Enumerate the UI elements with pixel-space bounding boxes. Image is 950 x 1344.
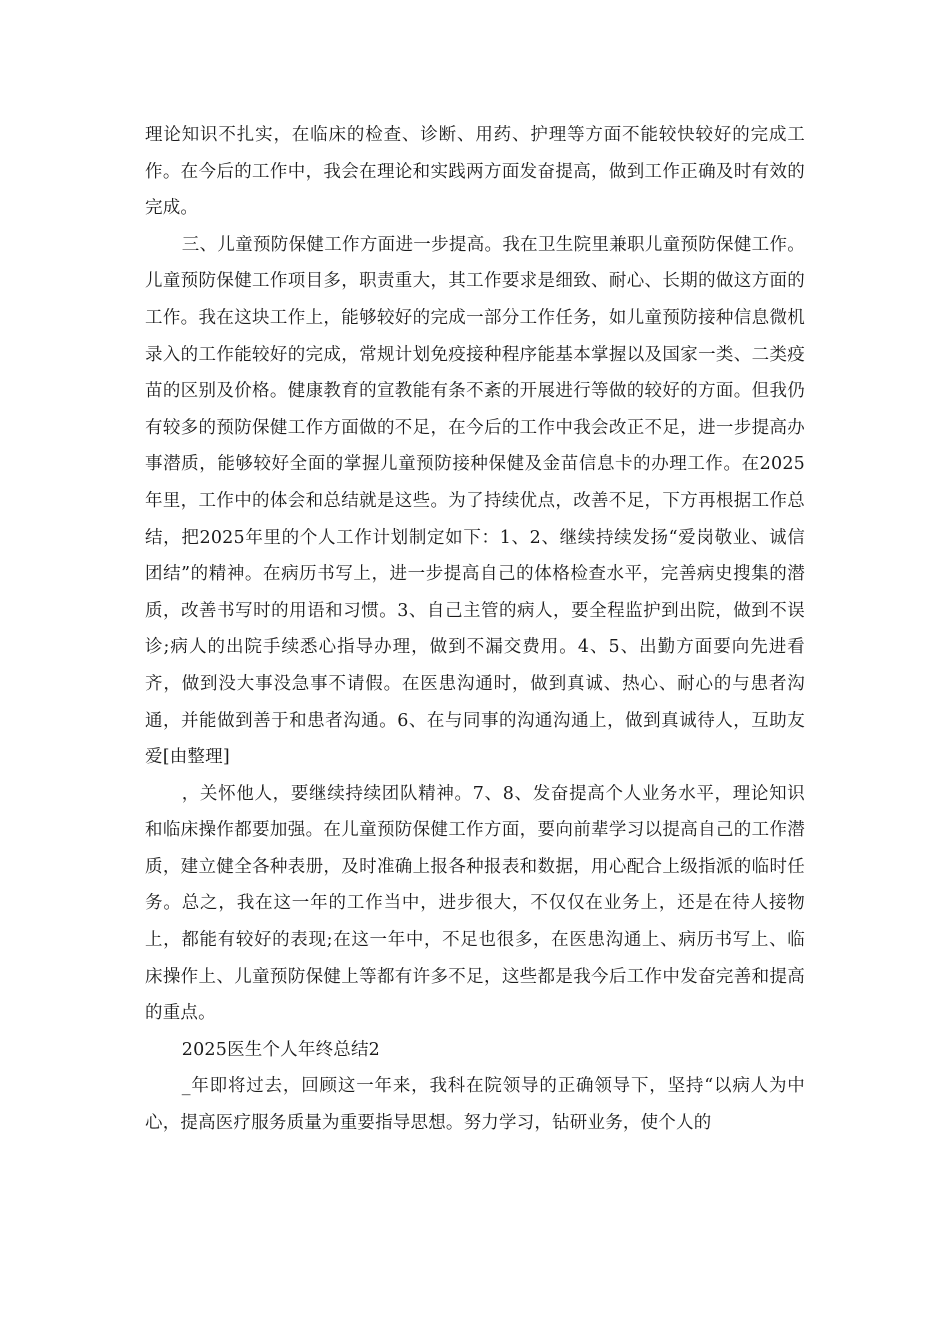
paragraph-child-healthcare: 三、儿童预防保健工作方面进一步提高。我在卫生院里兼职儿童预防保健工作。儿童预防保健工作项目多，职责重大，其工作要求是细致、耐心、长期的做这方面的工作。我在这块工作上，能够较好的完成一部分工作任务，如儿童预防接种信息微机录入的工作能较好的完成，常规计划免疫接种程序能基本掌握以及国家一类、二类疫苗的区别及价格。健康教育的宣教能有条不紊的开展进行等做的较好的方面。但我仍有较多的预防保健工作方面做的不足，在今后的工作中我会改正不足，进一步提高办事潜质，能够较好全面的掌握儿童预防接种保健及金苗信息卡的办理工作。在2025年里，工作中的体会和总结就是这些。为了持续优点，改善不足，下方再根据工作总结，把2025年里的个人工作计划制定如下：1、2、继续持续发扬“爱岗敬业、诚信团结”的精神。在病历书写上，进一步提高自己的体格检查水平，完善病史搜集的潜质，改善书写时的用语和习惯。3、自己主管的病人，要全程监护到出院，做到不误诊;病人的出院手续悉心指导办理，做到不漏交费用。4、5、出勤方面要向先进看齐，做到没大事没急事不请假。在医患沟通时，做到真诚、热心、耐心的与患者沟通，并能做到善于和患者沟通。6、在与同事的沟通沟通上，做到真诚待人，互助友爱[由整理]	[145, 234, 805, 768]
paragraph-year-review: _年即将过去，回顾这一年来，我科在院领导的正确领导下，坚持“以病人为中心，提高医疗服务质量为重要指导思想。努力学习，钻研业务，使个人的	[145, 1076, 805, 1134]
section-heading: 2025医生个人年终总结2	[181, 1039, 381, 1060]
paragraph-theory-knowledge: 理论知识不扎实，在临床的检查、诊断、用药、护理等方面不能较快较好的完成工作。在今后的工作中，我会在理论和实践两方面发奋提高，做到工作正确及时有效的完成。	[145, 125, 805, 219]
document-page	[145, 117, 805, 1142]
paragraph-care-others: ，关怀他人，要继续持续团队精神。7、8、发奋提高个人业务水平，理论知识和临床操作都要加强。在儿童预防保健工作方面，要向前辈学习以提高自己的工作潜质，建立健全各种表册，及时准确上报各种报表和数据，用心配合上级指派的临时任务。总之，我在这一年的工作当中，进步很大，不仅仅在业务上，还是在待人接物上，都能有较好的表现;在这一年中，不足也很多，在医患沟通上、病历书写上、临床操作上、儿童预防保健上等都有许多不足，这些都是我今后工作中发奋完善和提高的重点。	[145, 783, 805, 1024]
